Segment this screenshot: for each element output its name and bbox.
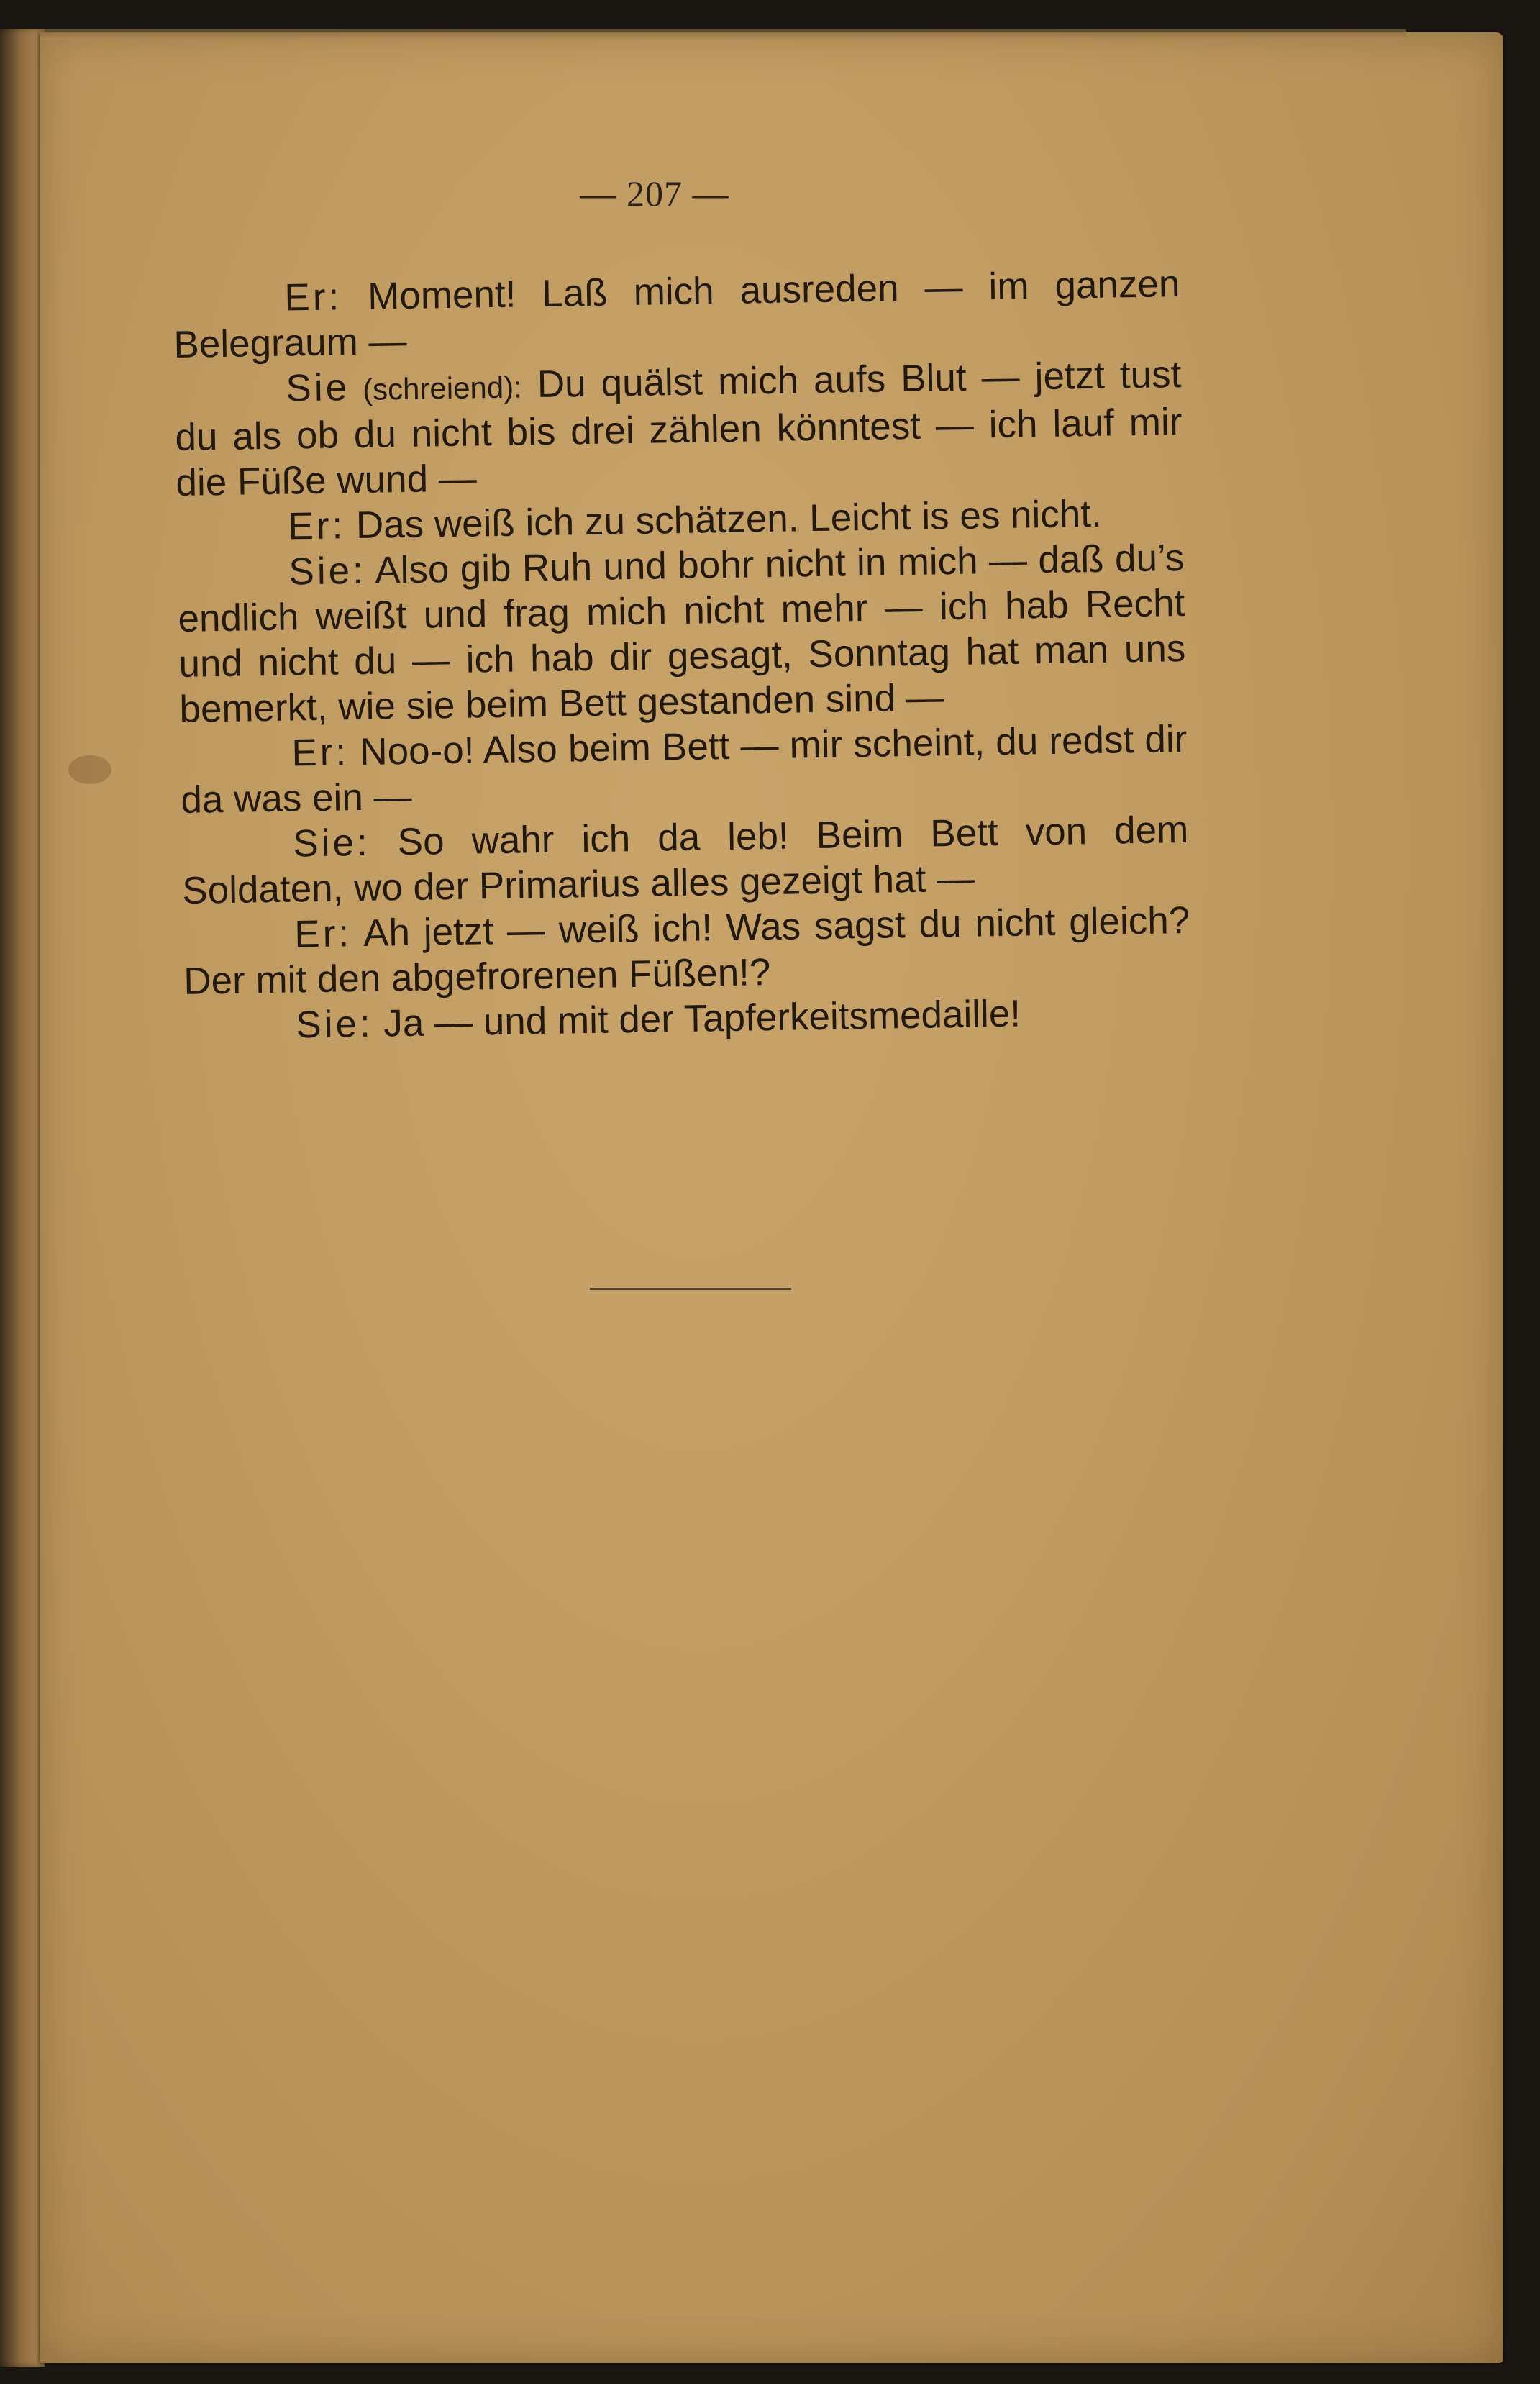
dialogue-line [174,352,1183,506]
dialogue-line [177,535,1187,732]
line-text: Das weiß ich zu schätzen. Leicht is es nicht. [345,492,1103,547]
dialogue-line [173,261,1181,368]
line-text: So wahr ich da leb! Beim Bett von dem Soldaten, wo der Primarius alles gezeigt hat — [181,808,1189,912]
dialogue-text [173,261,1192,1050]
line-text: Ah jetzt — weiß ich! Was sagst du nicht gleich? Der mit den abgefrorenen Füßen!? [183,898,1190,1003]
dialogue-line [180,716,1188,823]
page-top-edge [40,29,1406,40]
speaker-label: Sie: [295,1002,374,1047]
line-text: Du quälst mich aufs Blut — jetzt tust du als ob du nicht bis drei zählen könntest — ich lauf mir die Füße wund — [175,352,1183,504]
line-text: Also gib Ruh und bohr nicht in mich — daß du’s endlich weißt und frag mich nicht mehr — ich hab Recht und nicht du — ich hab dir gesagt, Sonntag hat man uns bemerkt, wie sie beim Bett gestanden sind — [178,536,1186,731]
paper-stain [68,755,111,784]
speaker-label: Er: [288,504,346,548]
speaker-label: Sie: [288,549,367,593]
speaker-label: Sie [285,366,350,410]
speaker-label: Er: [291,731,350,775]
dialogue-line [183,898,1191,1004]
speaker-label: Er: [293,912,352,956]
line-text: Ja — und mit der Tapferkeitsmedaille! [373,992,1021,1045]
section-divider [590,1288,791,1290]
stage-direction: (schreiend): [349,370,523,407]
book-spine-edge [0,29,45,2367]
speaker-label: Er: [284,276,342,319]
line-text: Noo-o! Also beim Bett — mir scheint, du redst dir da was ein — [180,717,1188,822]
line-text: Moment! Laß mich ausreden — im ganzen Belegraum — [173,263,1180,366]
page-number: — 207 — [580,173,729,214]
dialogue-line [181,807,1190,914]
speaker-label: Sie: [292,821,371,865]
